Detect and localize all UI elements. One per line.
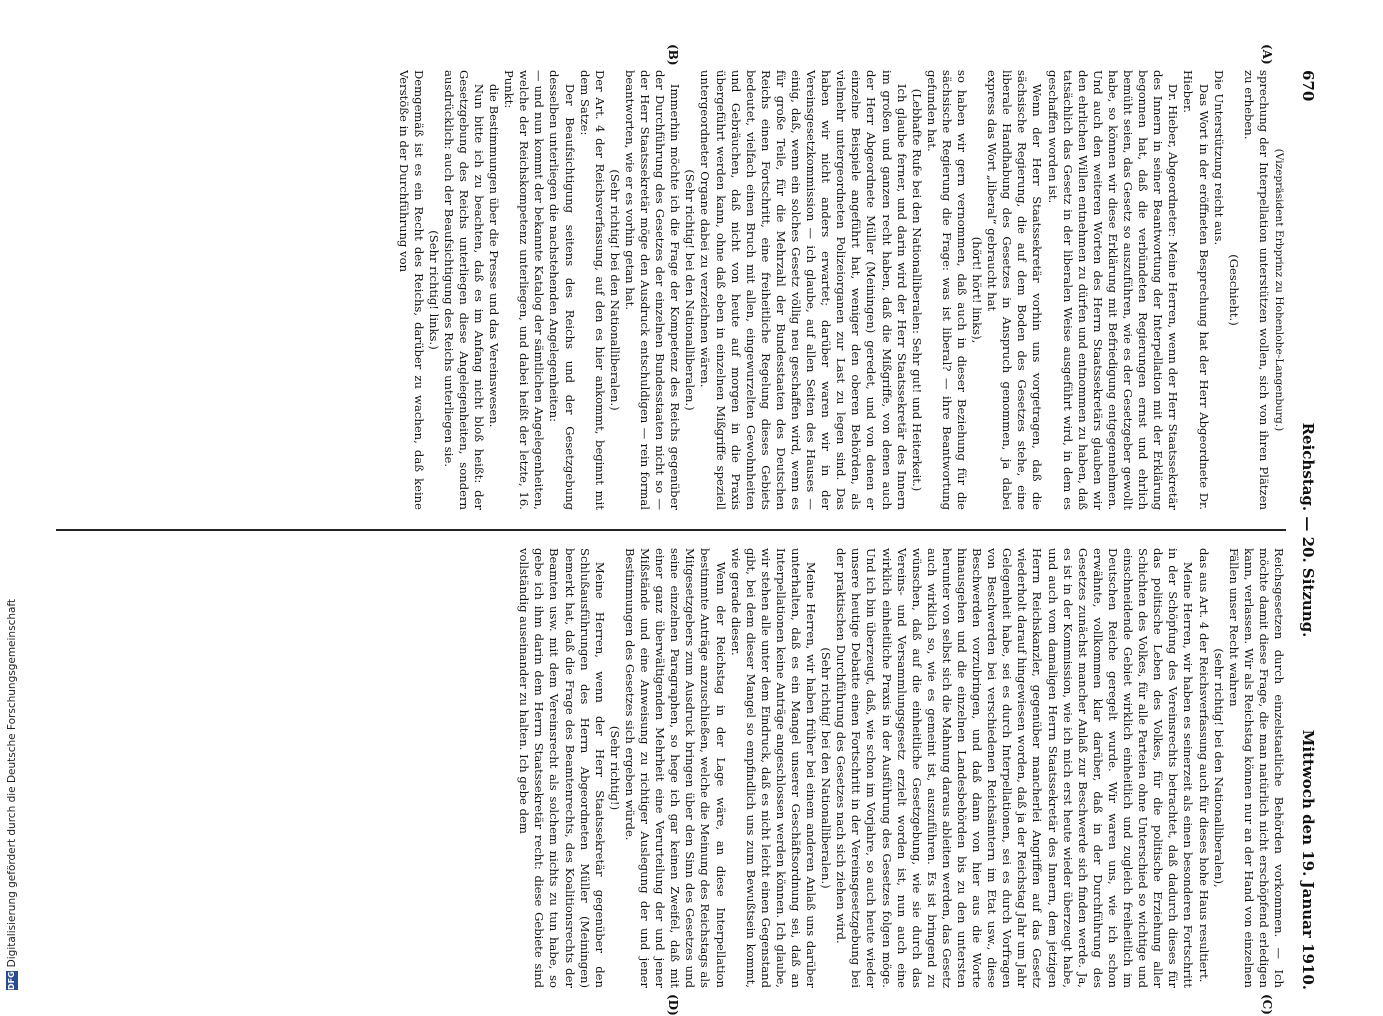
paragraph: (Sehr richtig! bei den Nationalliberalen.): [607, 169, 622, 411]
paragraph: sprechung der Interpellation unterstützen wollen, sich von ihren Plätzen zu erheben.: [1241, 70, 1271, 510]
digitization-footer: [4, 598, 20, 990]
paragraph: Ich glaube ferner, und darin wird der Herr Staatssekretär des Innern im großen und ganzen recht haben, daß die Mißgriffe, von denen auch der Herr Abgeordnete Müller (Meiningen) geredet, und von denen er einzelne Beispiele angeführt hat, weniger den oberen Behörden, als vielmehr untergeordneten Polizeiorganen zur Last zu legen sind. Das haben wir nicht anders erwartet; darüber waren wir in der Vereinsgesetzkommission — ich glaube, auf allen Seiten des Hauses — einig, daß, wenn ein solches Gesetz völlig neu geschaffen wird, wenn es für große Teile, für die Mehrzahl der Bundesstaaten des Deutschen Reichs einen Fortschritt, eine freiheitliche Regelung dieses Gebiets bedeutet, vielfach einen Bruch mit allen, eingewurzelten Gewohnheiten und Gebräuchen, daß nicht von heute auf morgen in die Praxis übergeführt werden kann, ohne daß eben in einzelnen Mißgriffe speziell untergeordneter Organe dabei zu verzeichnen wären.: [698, 70, 909, 510]
margin-marker-b: (B): [666, 44, 680, 66]
paragraph: Der Art. 4 der Reichsverfassung, auf den es hier ankommt, beginnt mit dem Satze:: [577, 70, 607, 510]
paragraph: Immerhin möchte ich die Frage der Kompetenz des Reichs gegenüber der Durchführung des Gesetzes der einzelnen Bundesstaaten nicht so — der Herr Staatssekretär möge den Ausdruck entschuldigen — rein formal beantworten, wie er es vorhin getan hat.: [622, 70, 683, 510]
paragraph: (Sehr richtig! bei den Nationalliberalen.): [819, 647, 834, 889]
paragraph: das aus Art. 4 der Reichsverfassung auch für dieses hohe Haus resultiert.: [1196, 548, 1211, 983]
left-column: [56, 70, 1286, 510]
column-divider: [56, 529, 1286, 531]
session-date: Mittwoch den 19. Januar 1910.: [1299, 729, 1317, 990]
right-column: [56, 548, 1286, 988]
page-header: [1296, 70, 1320, 990]
paragraph: die Bestimmungen über die Presse und das Vereinswesen.: [487, 83, 502, 428]
page-number: 670: [1299, 70, 1317, 102]
paragraph: Dr. Hieber, Abgeordneter: Meine Herren, wenn der Herr Staatssekretär des Innern in seiner Beantwortung der Interpellation mit der Erklärung begonnen hat, daß die verbündeten Regierungen ernst und ehrlich bemüht seien, das Gesetz so auszuführen, wie es der Gesetzgeber gewollt habe, so können wir diese Erklärung mit Befriedigung entgegennehmen. Und auch den weiteren Worten des Herrn Staatssekretärs glauben wir den ehrlichen Willen entnehmen zu dürfen und entnommen zu haben, daß tatsächlich das Gesetz in der liberalen Weise ausgeführt wird, in dem es geschaffen worden ist.: [1045, 70, 1181, 510]
paragraph: (Lebhafte Rufe bei den Nationalliberalen: Sehr gut! und Heiterkeit.): [909, 88, 924, 492]
paragraph: (Sehr richtig! bei den Nationalliberalen.): [683, 169, 698, 411]
paragraph: Reichsgesetzen durch einzelstaatliche Behörden vorkommen. — Ich möchte damit diese Frage, die man natürlich nicht erschöpfend erledigen kann, verlassen. Wir als Reichstag können nur an der Hand von einzelnen Fällen unser Recht wahren: [1226, 548, 1286, 988]
session-title: Reichstag. — 20. Sitzung.: [1299, 422, 1317, 638]
margin-marker-d: (D): [666, 994, 680, 1016]
margin-marker-a: (A): [1260, 44, 1274, 65]
margin-marker-c: (C): [1260, 994, 1274, 1015]
paragraph: Wenn der Reichstag in der Lage wäre, an diese Interpellation bestimmte Anträge anzuschließen, welche die Meinung des Reichstags als Mitgesetzgebers zum Ausdruck bringen über den Sinn des Gesetzes und seine einzelnen Paragraphen, so hege ich gar keinen Zweifel, daß mit einer ganz überwältigenden Mehrheit eine Verurteilung der und jener Mißstände und eine Anweisung zu richtiger Auslegung der und jener Bestimmungen des Gesetzes sich ergeben würde.: [622, 548, 728, 988]
paragraph: Meine Herren, wir haben früher bei einem anderen Anlaß uns darüber unterhalten, daß es ein Mangel unserer Geschäftsordnung sei, daß an Interpellationen keine Anträge angeschlossen werden können. Ich glaube, wir stehen alle unter dem Eindruck, daß es nicht leicht einen Gegenstand gibt, bei dem dieser Mangel so empfindlich uns zum Bewußtsein kommt, wie gerade dieser.: [728, 548, 819, 988]
paragraph: Das Wort in der eröffneten Besprechung hat der Herr Abgeordnete Dr. Hieber.: [1181, 70, 1211, 510]
paragraph: (Vizepräsident Erbprinz zu Hohenlohe-Langenburg.): [1273, 148, 1285, 432]
paragraph: Wenn der Herr Staatssekretär vorhin uns vorgetragen, daß die sächsische Regierung, die auf dem Boden des Gesetzes stehe, eine liberale Handhabung des Gesetzes in Anspruch genommen, ja dabei express das Wort „liberal“ gebraucht hat: [985, 70, 1045, 510]
paragraph: — und nun kommt der bekannte Katalog der sämtlichen Angelegenheiten, welche der Reichskompetenz unterliegen, und dabei heißt der letzte, 16. Punkt:: [502, 70, 547, 510]
paragraph: (Sehr richtig! links.): [426, 230, 441, 350]
footer-text: Digitalisierung gefördert durch die Deutsche Forschungsgemeinschaft: [6, 598, 18, 968]
paragraph: (Sehr richtig!): [607, 725, 622, 811]
paragraph: Meine Herren, wir haben es seinerzeit als einen besonderen Fortschritt in der Schöpfung des Vereinsrechts betrachtet, daß dadurch dieses für das politische Leben des Volkes, für die politische Erziehung aller Schichten des Volkes, für alle Parteien ohne Unterschied so wichtige und einschneidende Gebiet wirklich einheitlich und zugleich freiheitlich im Deutschen Reiche geregelt wurde. Wir waren uns, wie ich schon erwähnte, vollkommen klar darüber, daß in der Durchführung des Gesetzes zunächst mancher Anlaß zur Beschwerde sich finden werde. Ja, es ist in der Kommission, wie ich mich erst heute wieder überzeugt habe, und auch vom damaligen Herrn Staatssekretär des Innern, dem jetzigen Herrn Reichskanzler, gegenüber mancherlei Angriffen auf das Gesetz wiederholt darauf hingewiesen worden, daß ja der Reichstag Jahr um Jahr Gelegenheit habe, sei es durch Interpellationen, sei es durch Vorfragen von Beschwerden bei verschiedenen Reichsämtern im Etat usw., diese Beschwerden vorzubringen, und daß dann von hier aus die Worte hinausgehen und die einzelnen Landesbehörden bis zu den untersten herunter von selbst sich die Mahnung daraus ableiten werden, das Gesetz auch wirklich so, wie es gemeint ist, auszuführen. Es ist bringend zu wünschen, daß auf die einheitliche Gesetzgebung, wie sie durch das Vereins- und Versammlungsgesetz erzielt worden ist, nun auch eine wirklich einheitliche Praxis in der Ausführung des Gesetzes folgen möge. Und ich bin überzeugt, daß, wie schon im Vorjahre, so auch heute wieder unsere heutige Debatte einen Fortschritt in der Vereinsgesetzgebung bei der praktischen Durchführung des Gesetzes nach sich ziehen wird.: [834, 548, 1196, 988]
paragraph: Nun bitte ich zu beachten, daß es im Anfang nicht bloß heißt: der Gesetzgebung des Reichs unterliegen diese Angelegenheiten, sondern ausdrücklich: auch der Beaufsichtigung des Reichs unterliegen sie.: [441, 70, 487, 510]
paragraph: (Geschieht.): [1226, 254, 1241, 326]
paragraph: (sehr richtig! bei den Nationalliberalen),: [1211, 648, 1226, 888]
paragraph: so haben wir gern vernommen, daß auch in dieser Beziehung für die sächsische Regierung die Frage: was ist liberal? — ihre Beantwortung gefunden hat.: [924, 70, 970, 510]
paragraph: Demgemäß ist es ein Recht des Reichs, darüber zu wachen, daß keine Verstöße in der Durchführung von: [396, 70, 426, 510]
document-page: [50, 44, 1320, 1016]
paragraph: Der Beaufsichtigung seitens des Reichs und der Gesetzgebung desselben unterliegen die nachstehenden Angelegenheiten:: [547, 70, 577, 510]
paragraph: (hört! hört! links),: [970, 236, 985, 344]
paragraph: Die Unterstützung reicht aus.: [1211, 70, 1226, 246]
dfg-logo: DFG: [7, 971, 16, 990]
paragraph: Meine Herren, wenn der Herr Staatssekretär gegenüber den Schlußausführungen des Herrn Abgeordneten Müller (Meiningen) bemerkt hat, daß die Frage des Beamtenrechts, des Koalitionsrechts der Beamten usw. mit dem Vereinsrecht als solchem nichts zu tun habe, so gebe ich ihm darin dem Herrn Staatssekretär recht: diese Gebiete sind vollständig auseinander zu halten. Ich gebe dem: [517, 548, 607, 988]
